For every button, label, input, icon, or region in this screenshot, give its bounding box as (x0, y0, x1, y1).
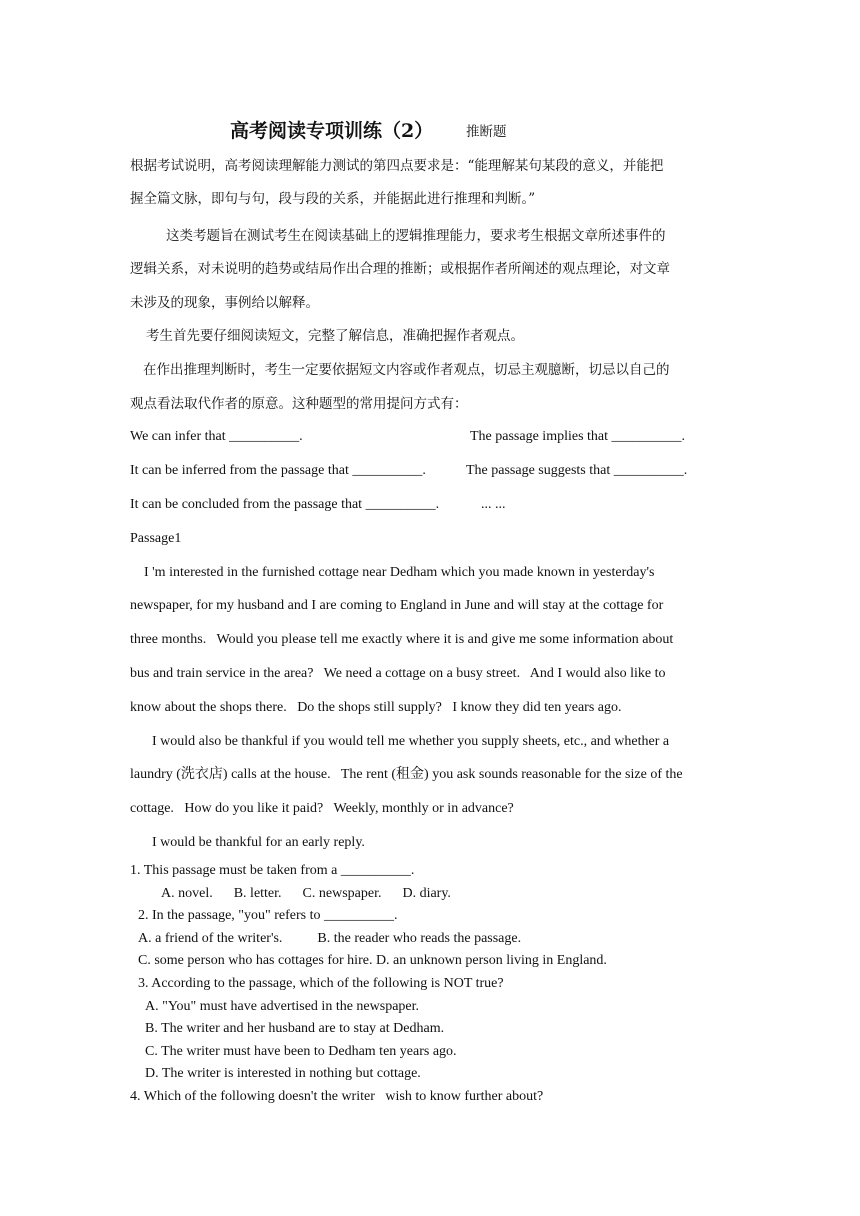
page-subtitle: 推断题 (466, 124, 507, 140)
question-option: D. The writer is interested in nothing but cottage. (145, 1066, 421, 1081)
passage-line: I 'm interested in the furnished cottage near Dedham which you made known in yesterday's (144, 565, 655, 580)
question-stem: 1. This passage must be taken from a __________. (130, 863, 415, 878)
question-form: It can be inferred from the passage that __________. (130, 463, 426, 478)
question-form: The passage implies that __________. (470, 429, 686, 444)
passage-line: bus and train service in the area? We need a cottage on a busy street. And I would also like to (130, 666, 666, 681)
passage-line: laundry (洗衣店) calls at the house. The rent (租金) you ask sounds reasonable for the size of the (130, 767, 683, 782)
intro-line: 根据考试说明，高考阅读理解能力测试的第四点要求是：“能理解某句某段的意义，并能把 (130, 158, 664, 174)
question-stem: 4. Which of the following doesn't the writer wish to know further about? (130, 1089, 544, 1104)
question-stem: 3. According to the passage, which of the following is NOT true? (138, 976, 504, 991)
question-options: A. novel. B. letter. C. newspaper. D. diary. (161, 886, 451, 901)
passage-line: know about the shops there. Do the shops still supply? I know they did ten years ago. (130, 700, 622, 715)
question-option: C. The writer must have been to Dedham ten years ago. (145, 1044, 457, 1059)
question-form: The passage suggests that __________. (466, 463, 688, 478)
intro-line: 逻辑关系，对未说明的趋势或结局作出合理的推断；或根据作者所阐述的观点理论，对文章 (130, 261, 670, 277)
question-form: We can infer that __________. (130, 429, 303, 444)
question-form: ... ... (481, 497, 506, 512)
passage-line: three months. Would you please tell me exactly where it is and give me some information about (130, 632, 674, 647)
question-option: A. "You" must have advertised in the newspaper. (145, 999, 420, 1014)
intro-line: 在作出推理判断时，考生一定要依据短文内容或作者观点，切忌主观臆断，切忌以自己的 (143, 362, 670, 378)
passage-line: I would also be thankful if you would tell me whether you supply sheets, etc., and whether a (152, 734, 670, 749)
question-stem: 2. In the passage, "you" refers to __________. (138, 908, 398, 923)
intro-line: 观点看法取代作者的原意。这种题型的常用提问方式有： (130, 396, 468, 412)
question-options: A. a friend of the writer's. B. the reader who reads the passage. (138, 931, 522, 946)
passage-label: Passage1 (130, 531, 182, 546)
page-title: 高考阅读专项训练（2） (230, 120, 434, 142)
intro-line: 这类考题旨在测试考生在阅读基础上的逻辑推理能力，要求考生根据文章所述事件的 (166, 228, 666, 244)
intro-line: 未涉及的现象，事例给以解释。 (130, 295, 319, 311)
question-options: C. some person who has cottages for hire. D. an unknown person living in England. (138, 953, 607, 968)
question-option: B. The writer and her husband are to stay at Dedham. (145, 1021, 445, 1036)
passage-line: I would be thankful for an early reply. (152, 835, 365, 850)
intro-line: 考生首先要仔细阅读短文，完整了解信息，准确把握作者观点。 (146, 328, 524, 344)
question-form: It can be concluded from the passage that __________. (130, 497, 440, 512)
intro-line: 握全篇文脉，即句与句，段与段的关系，并能据此进行推理和判断。” (130, 191, 536, 207)
passage-line: newspaper, for my husband and I are coming to England in June and will stay at the cottage for (130, 598, 664, 613)
passage-line: cottage. How do you like it paid? Weekly, monthly or in advance? (130, 801, 514, 816)
